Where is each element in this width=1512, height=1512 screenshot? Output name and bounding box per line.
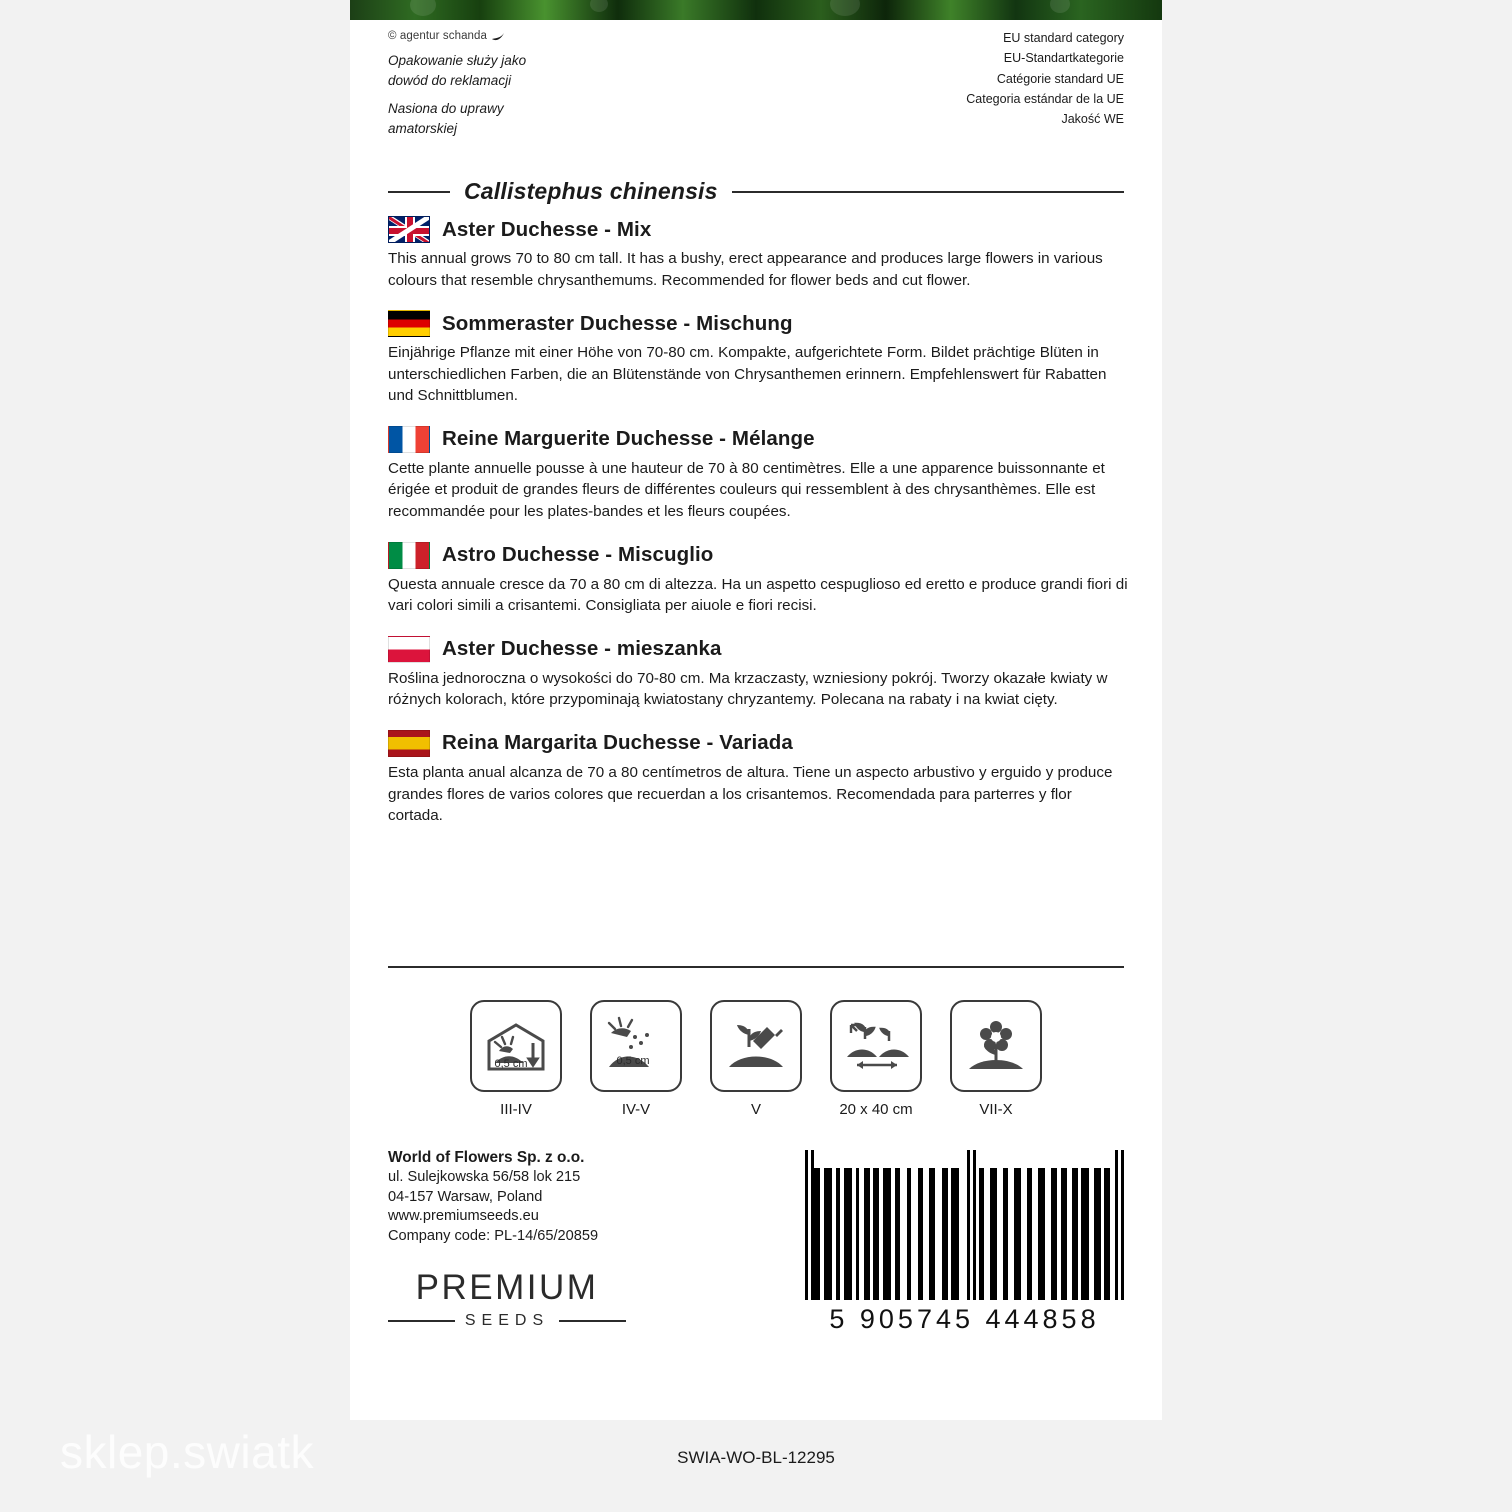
species-heading [388, 178, 1124, 205]
svg-text:0,5 cm: 0,5 cm [616, 1055, 650, 1067]
brand-rule-left [388, 1320, 455, 1322]
variety-title-pl: Aster Duchesse - mieszanka [442, 637, 722, 661]
eu-category-es: Categoria estándar de la UE [966, 91, 1124, 106]
variety-description-es: Esta planta anual alcanza de 70 a 80 centímetros de altura. Tiene un aspecto arbustivo y erguido y produce grandes flores de varios colores que recuerdan a los crisantemos. Recomendada para parterres y flor cortada. [388, 763, 1113, 825]
icon-cell-flowering [950, 1000, 1042, 1118]
svg-text:0,5 cm: 0,5 cm [494, 1058, 528, 1070]
language-blocks [388, 216, 1130, 846]
language-block-header [388, 426, 1130, 453]
flowering-icon [950, 1000, 1042, 1092]
brand-logo [388, 1268, 626, 1330]
variety-description-fr: Cette plante annuelle pousse à une hauteur de 70 à 80 centimètres. Elle a une apparence buissonnante et érigée et produit de grandes fleurs de différentes couleurs qui ressemblent à des chrysanthèmes. Elle est recommandée pour les plates-bandes et les fleurs coupées. [388, 459, 1105, 521]
icon-cell-planting [710, 1000, 802, 1118]
icon-caption-sow-indoors: III-IV [500, 1101, 532, 1118]
notice-line-2: dowód do reklamacji [388, 72, 512, 88]
language-block-header [388, 730, 1130, 757]
divider-above-icons [388, 966, 1124, 968]
photo-strip [350, 0, 1162, 20]
eu-category-de: EU-Standartkategorie [1003, 51, 1124, 66]
flag-it-icon [388, 542, 430, 569]
flag-es-icon [388, 730, 430, 757]
icon-caption-sow-outdoors: IV-V [621, 1101, 651, 1118]
brand-subline [388, 1312, 626, 1330]
icon-caption-spacing: 20 x 40 cm [839, 1101, 913, 1118]
language-block-fr [388, 426, 1130, 523]
language-block-header [388, 636, 1130, 663]
complaint-notice [388, 51, 748, 90]
flag-fr-icon [388, 426, 430, 453]
variety-title-de: Sommeraster Duchesse - Mischung [442, 311, 793, 335]
brand-rule-right [559, 1320, 626, 1322]
variety-title-fr: Reine Marguerite Duchesse - Mélange [442, 427, 815, 451]
eu-category-fr: Catégorie standard UE [996, 71, 1124, 86]
sku-code: SWIA-WO-BL-12295 [677, 1448, 835, 1467]
copyright-line [388, 30, 748, 42]
planting-icon [710, 1000, 802, 1092]
language-block-header [388, 310, 1130, 337]
company-website[interactable]: www.premiumseeds.eu [388, 1208, 539, 1225]
spacing-icon [830, 1000, 922, 1092]
watermark: sklep.swiatk [60, 1426, 314, 1478]
flag-pl-icon [388, 636, 430, 663]
language-block-es [388, 730, 1130, 827]
notice-line-1: Opakowanie służy jako [388, 53, 527, 68]
header-left [388, 30, 748, 138]
company-address-line-1: ul. Sulejkowska 56/58 lok 215 [388, 1169, 581, 1186]
species-name: Callistephus chinensis [464, 178, 718, 204]
variety-title-es: Reina Margarita Duchesse - Variada [442, 731, 793, 755]
amateur-cultivation-notice [388, 99, 748, 138]
variety-description-it: Questa annuale cresce da 70 a 80 cm di altezza. Ha un aspetto cespuglioso ed eretto e produce grandi fiori di vari colori simili a crisantemi. Consigliata per aiuole e fiori recisi. [388, 575, 1128, 615]
flag-de-icon [388, 310, 430, 337]
company-address-line-2: 04-157 Warsaw, Poland [388, 1188, 543, 1205]
icon-caption-planting: V [750, 1101, 761, 1118]
brand-name: PREMIUM [415, 1268, 599, 1307]
variety-title-en: Aster Duchesse - Mix [442, 217, 652, 241]
company-info [388, 1148, 818, 1246]
barcode-number: 5 905745 444858 [829, 1304, 1100, 1334]
icon-cell-sow-indoors [470, 1000, 562, 1118]
copyright-text: © agentur schanda [388, 30, 488, 42]
growing-instructions-icons [388, 1000, 1124, 1118]
barcode-image [805, 1150, 1124, 1300]
eu-category-pl: Jakość WE [1061, 112, 1124, 126]
notice-line-3: Nasiona do uprawy [388, 101, 504, 117]
eu-category-en: EU standard category [1003, 31, 1124, 45]
variety-description-en: This annual grows 70 to 80 cm tall. It has a bushy, erect appearance and produces large flowers in various colours that resemble chrysanthemums. Recommended for flower beds and cut flower. [388, 250, 1103, 289]
language-block-header [388, 216, 1130, 243]
sow-indoors-icon [470, 1000, 562, 1092]
company-name: World of Flowers Sp. z o.o. [388, 1149, 585, 1166]
company-code: Company code: PL-14/65/20859 [388, 1227, 599, 1244]
variety-title-it: Astro Duchesse - Miscuglio [442, 543, 714, 567]
sow-outdoors-icon [590, 1000, 682, 1092]
flag-gb-icon [388, 216, 430, 243]
notice-line-4: amatorskiej [388, 120, 458, 136]
species-rule-left [388, 191, 450, 193]
icon-cell-spacing [830, 1000, 922, 1118]
swoosh-icon [492, 32, 505, 42]
seed-packet-back [350, 0, 1162, 1420]
language-block-en [388, 216, 1130, 291]
language-block-header [388, 542, 1130, 569]
language-block-pl [388, 636, 1130, 711]
icon-cell-sow-outdoors [590, 1000, 682, 1118]
barcode-block [805, 1150, 1124, 1335]
language-block-de [388, 310, 1130, 407]
icon-caption-flowering: VII-X [979, 1101, 1013, 1118]
eu-category-list [966, 28, 1124, 129]
language-block-it [388, 542, 1130, 617]
variety-description-pl: Roślina jednoroczna o wysokości do 70-80 cm. Ma krzaczasty, wzniesiony pokrój. Tworzy okazałe kwiaty w różnych kolorach, które przypominają kwiatostany chryzantemy. Polecana na rabaty i na kwiat cięty. [388, 669, 1108, 709]
variety-description-de: Einjährige Pflanze mit einer Höhe von 70-80 cm. Kompakte, aufgerichtete Form. Bildet prächtige Blüten in unterschiedlichen Farben, die an Blütenstände von Chrysanthemen erinnern. Empfehlenswert für Rabatten und Schnittblumen. [388, 344, 1107, 405]
brand-sub-name: SEEDS [464, 1312, 550, 1329]
species-rule-right [732, 191, 1124, 193]
